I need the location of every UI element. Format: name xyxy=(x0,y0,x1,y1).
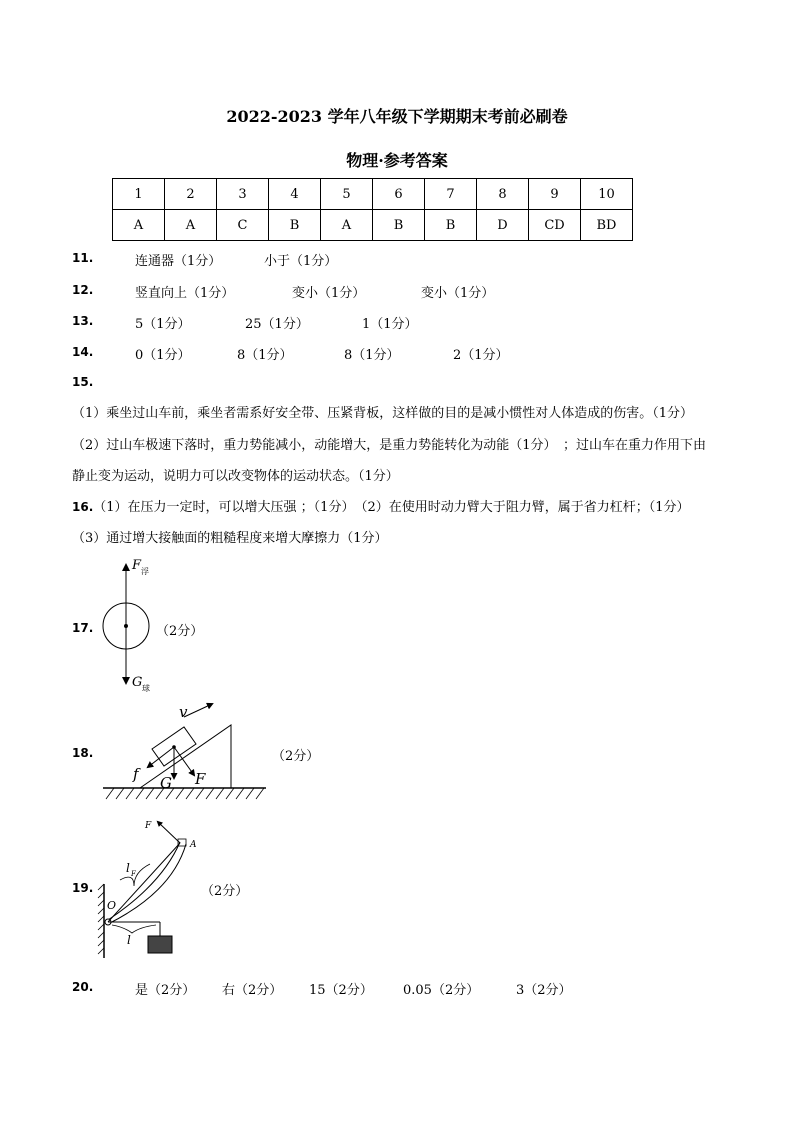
weight-block xyxy=(148,936,172,953)
question-16-number: 16. xyxy=(72,500,94,514)
answer-table-answer-row xyxy=(113,210,633,241)
answer-cell: B xyxy=(373,210,425,241)
question-14-answer-3: 8（1分） xyxy=(344,348,400,363)
question-number-cell: 4 xyxy=(269,179,321,210)
wall-hatching xyxy=(98,884,104,954)
velocity-label: v xyxy=(179,703,188,721)
question-18-score: （2分） xyxy=(272,749,320,764)
question-16-answer xyxy=(72,492,712,554)
question-number-cell: 8 xyxy=(477,179,529,210)
gravity-label: G xyxy=(132,675,143,690)
question-11-number: 11. xyxy=(72,251,94,265)
force-arrow xyxy=(158,822,180,843)
question-number-cell: 6 xyxy=(373,179,425,210)
question-14-answer-1: 0（1分） xyxy=(135,348,191,363)
question-number-cell: 9 xyxy=(529,179,581,210)
answer-cell: BD xyxy=(581,210,633,241)
question-20-answer-5: 3（2分） xyxy=(516,983,572,998)
question-11-answer-2: 小于（1分） xyxy=(264,254,338,269)
ball-force-diagram xyxy=(95,555,165,700)
pivot-label: O xyxy=(107,899,117,912)
question-20-answer-1: 是（2分） xyxy=(135,983,196,998)
question-16-text: （1）在压力一定时，可以增大压强 ；（1分） （2）在使用时动力臂大于阻力臂，属于省力杠杆；（1分） （3）通过增大接触面的粗糙程度来增大摩擦力（1分） xyxy=(72,500,696,546)
answer-cell: C xyxy=(217,210,269,241)
lever-bar-inner xyxy=(108,842,180,920)
force-label: F xyxy=(145,821,152,831)
answer-cell: A xyxy=(321,210,373,241)
answer-cell: CD xyxy=(529,210,581,241)
question-number-cell: 7 xyxy=(425,179,477,210)
question-12-answer-2: 变小（1分） xyxy=(292,286,366,301)
gravity-label-sub: 球 xyxy=(142,684,150,693)
load-arm-label: l xyxy=(127,933,131,947)
question-14-answer-4: 2（1分） xyxy=(453,348,509,363)
buoyancy-label: F xyxy=(132,558,142,573)
question-number-cell: 1 xyxy=(113,179,165,210)
question-20-answer-4: 0.05（2分） xyxy=(403,983,480,998)
question-12-answer-1: 竖直向上（1分） xyxy=(135,286,235,301)
question-17-number: 17. xyxy=(72,621,94,635)
lever-force-diagram xyxy=(94,812,206,962)
question-12-answer-3: 变小（1分） xyxy=(421,286,495,301)
question-15-part-1 xyxy=(72,367,712,429)
point-a-label: A xyxy=(190,840,197,850)
force-arm-line xyxy=(108,843,180,922)
velocity-arrow xyxy=(184,704,212,717)
question-11-answer-1: 连通器（1分） xyxy=(135,254,222,269)
friction-label: f xyxy=(133,765,139,783)
question-19-number: 19. xyxy=(72,881,94,895)
question-14-answer-2: 8（1分） xyxy=(237,348,293,363)
question-13-number: 13. xyxy=(72,314,94,328)
answer-table xyxy=(112,178,633,241)
force-arm-label-sub: F xyxy=(131,870,136,878)
answer-cell: D xyxy=(477,210,529,241)
incline-force-diagram xyxy=(100,700,270,802)
answer-cell: A xyxy=(165,210,217,241)
answer-table-number-row xyxy=(113,179,633,210)
question-number-cell: 3 xyxy=(217,179,269,210)
question-20-answer-2: 右（2分） xyxy=(222,983,283,998)
question-13-answer-2: 25（1分） xyxy=(245,317,309,332)
question-15-number: 15. xyxy=(72,375,94,389)
question-20-answer-3: 15（2分） xyxy=(309,983,373,998)
question-number-cell: 10 xyxy=(581,179,633,210)
answer-cell: B xyxy=(269,210,321,241)
page-title: 2022-2023 学年八年级下学期期末考前必刷卷 xyxy=(226,107,568,126)
question-18-number: 18. xyxy=(72,746,94,760)
question-15-part-2: （2）过山车极速下落时，重力势能减小，动能增大，是重力势能转化为动能（1分） ；过山车在重力作用下由静止变为运动，说明力可以改变物体的运动状态。（1分） xyxy=(72,438,707,484)
answer-cell: B xyxy=(425,210,477,241)
gravity-label: G xyxy=(160,774,172,792)
question-14-number: 14. xyxy=(72,345,94,359)
question-20-number: 20. xyxy=(72,980,94,994)
buoyancy-label-sub: 浮 xyxy=(141,567,149,576)
question-13-answer-3: 1（1分） xyxy=(362,317,418,332)
answer-cell: A xyxy=(113,210,165,241)
page-subtitle: 物理·参考答案 xyxy=(346,151,448,170)
force-arm-label: l xyxy=(126,861,130,875)
question-12-number: 12. xyxy=(72,283,94,297)
question-17-score: （2分） xyxy=(156,624,204,639)
question-number-cell: 2 xyxy=(165,179,217,210)
question-15-part-1-text: （1）乘坐过山车前，乘坐者需系好安全带、压紧背板，这样做的目的是减小惯性对人体造成的伤害。（1分） xyxy=(72,406,694,421)
pressure-label: F xyxy=(195,770,206,788)
load-arm-brace xyxy=(112,925,156,933)
question-13-answer-1: 5（1分） xyxy=(135,317,191,332)
ground-hatching xyxy=(106,788,264,799)
question-number-cell: 5 xyxy=(321,179,373,210)
question-19-score: （2分） xyxy=(201,884,249,899)
